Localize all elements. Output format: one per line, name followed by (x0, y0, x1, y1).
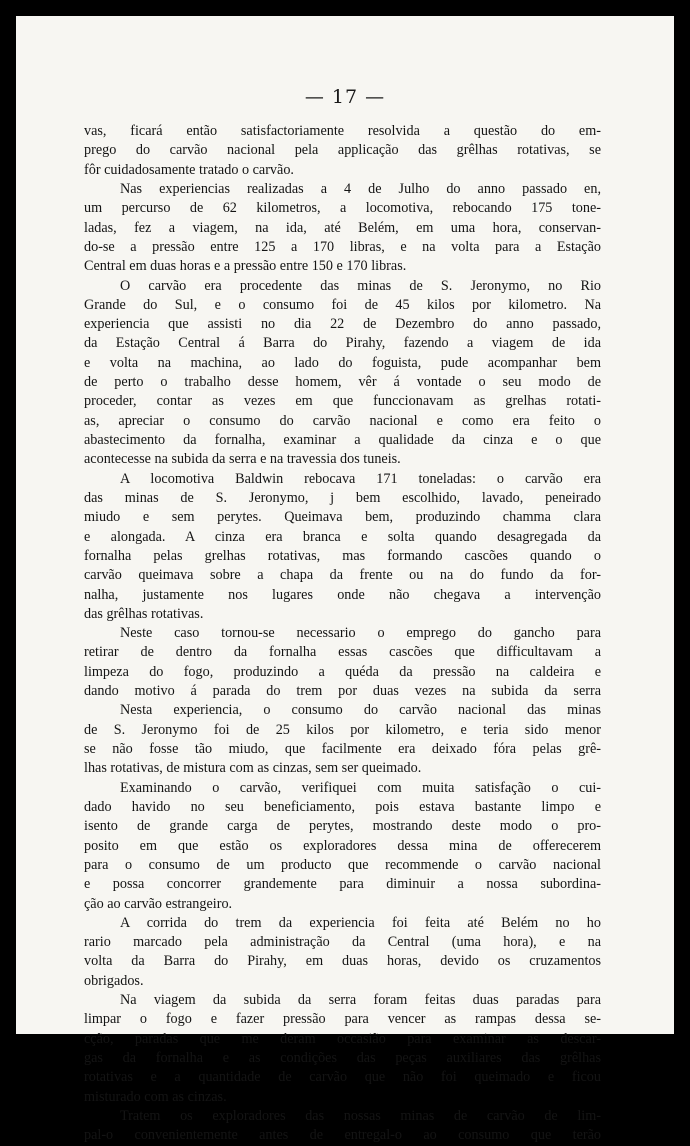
text-line: de perto o trabalho desse homem, vêr á vontade o seu modo de (84, 374, 601, 391)
text-line: ção ao carvão estrangeiro. (84, 895, 233, 912)
text-line: miudo e sem perytes. Queimava bem, produzindo chamma clara (84, 509, 601, 526)
text-line: as, apreciar o consumo do carvão nacional e como era feito o (84, 412, 601, 429)
text-line: isento de grande carga de perytes, mostrando deste modo o pro- (84, 818, 601, 835)
text-line: de S. Jeronymo foi de 25 kilos por kilometro, e teria sido menor (84, 721, 601, 738)
text-line: dado havido no seu beneficiamento, pois estava bastante limpo e (84, 798, 601, 815)
body-text (84, 122, 601, 1146)
text-line: experiencia que assisti no dia 22 de Dezembro do anno passado, (84, 316, 601, 333)
text-line: dando motivo á parada do trem por duas vezes na subida da serra (84, 683, 601, 700)
text-line: carvão queimava sobre a chapa da frente ou na do fundo da for- (84, 567, 601, 584)
text-line: rotativas e a quantidade de carvão que não foi queimado e ficou (84, 1069, 601, 1086)
book-page (16, 16, 674, 1144)
text-line: e volta na machina, ao lado do foguista, pude acompanhar bem (84, 354, 601, 371)
text-line: fôr cuidadosamente tratado o carvão. (84, 161, 294, 178)
text-line: nalha, justamente nos lugares onde não chegava a intervenção (84, 586, 601, 603)
text-line: se não fosse tão miudo, que facilmente era deixado fóra pelas grê- (84, 741, 601, 757)
text-line: lhas rotativas, de mistura com as cinzas, sem ser queimado. (84, 760, 422, 777)
text-line: das grêlhas rotativas. (84, 605, 204, 622)
text-line: Examinando o carvão, verifiquei com muita satisfação o cui- (120, 779, 601, 796)
text-line: fornalha pelas grelhas rotativas, mas formando cascões quando o (84, 547, 601, 564)
text-line: proceder, contar as vezes em que funccionavam as grelhas rotati- (84, 393, 601, 410)
text-line: Central em duas horas e a pressão entre 150 e 170 libras. (84, 258, 407, 275)
text-line: acontecesse na subida da serra e na travessia dos tuneis. (84, 451, 401, 468)
text-line: pal-o convenientemente antes de entregal-o ao consumo que terão (84, 1127, 601, 1144)
text-line: limpar o fogo e fazer pressão para vencer as rampas dessa se- (84, 1011, 601, 1028)
text-line: limpeza do fogo, produzindo a quéda da pressão na caldeira e (84, 663, 601, 680)
text-line: gas da fornalha e as condições das peças auxiliares das grêlhas (84, 1050, 601, 1066)
text-line: ladas, fez a viagem, na ida, até Belém, em uma hora, conservan- (84, 219, 601, 236)
text-line: para o consumo de um producto que recommende o carvão nacional (84, 856, 601, 873)
text-line: Neste caso tornou-se necessario o emprego do gancho para (120, 625, 601, 642)
text-line: A corrida do trem da experiencia foi feita até Belém no ho (120, 914, 601, 931)
text-line: e possa concorrer grandemente para diminuir a nossa subordina- (84, 876, 601, 893)
text-line: do-se a pressão entre 125 a 170 libras, e na volta para a Estação (84, 238, 601, 255)
text-line: das minas de S. Jeronymo, j bem escolhido, lavado, peneirado (84, 489, 601, 506)
text-line: Na viagem da subida da serra foram feitas duas paradas para (120, 992, 601, 1009)
text-line: da Estação Central á Barra do Pirahy, fazendo a viagem de ida (84, 335, 601, 352)
text-line: vas, ficará então satisfactoriamente resolvida a questão do em- (84, 123, 601, 139)
text-line: Nas experiencias realizadas a 4 de Julho do anno passado en, (120, 180, 601, 197)
text-line: volta da Barra do Pirahy, em duas horas, devido os cruzamentos (84, 953, 601, 970)
text-line: e alongada. A cinza era branca e solta quando desagregada da (84, 528, 601, 545)
text-line: Grande do Sul, e o consumo foi de 45 kilos por kilometro. Na (84, 296, 601, 313)
text-line: abastecimento da fornalha, examinar a qualidade da cinza e o que (84, 432, 601, 448)
text-line: Nesta experiencia, o consumo do carvão nacional das minas (120, 702, 601, 719)
page-number: — 17 — (304, 86, 386, 108)
text-line: posito em que estão os exploradores dessa mina de offerecerem (84, 837, 601, 854)
text-line: obrigados. (84, 972, 144, 989)
text-line: O carvão era procedente das minas de S. Jeronymo, no Rio (120, 277, 601, 294)
text-line: A locomotiva Baldwin rebocava 171 toneladas: o carvão era (120, 470, 601, 487)
text-line: Tratem os exploradores das nossas minas de carvão de lim- (120, 1107, 601, 1124)
text-line: cção, paradas que me deram occasião para examinar as descar- (84, 1030, 601, 1047)
text-line: misturado com as cinzas. (84, 1088, 227, 1105)
text-line: prego do carvão nacional pela applicação das grêlhas rotativas, se (84, 142, 601, 159)
text-line: retirar de dentro da fornalha essas cascões que difficultavam a (84, 644, 601, 661)
text-line: um percurso de 62 kilometros, a locomotiva, rebocando 175 tone- (84, 200, 601, 217)
text-line: rario marcado pela administração da Central (uma hora), e na (84, 934, 601, 951)
